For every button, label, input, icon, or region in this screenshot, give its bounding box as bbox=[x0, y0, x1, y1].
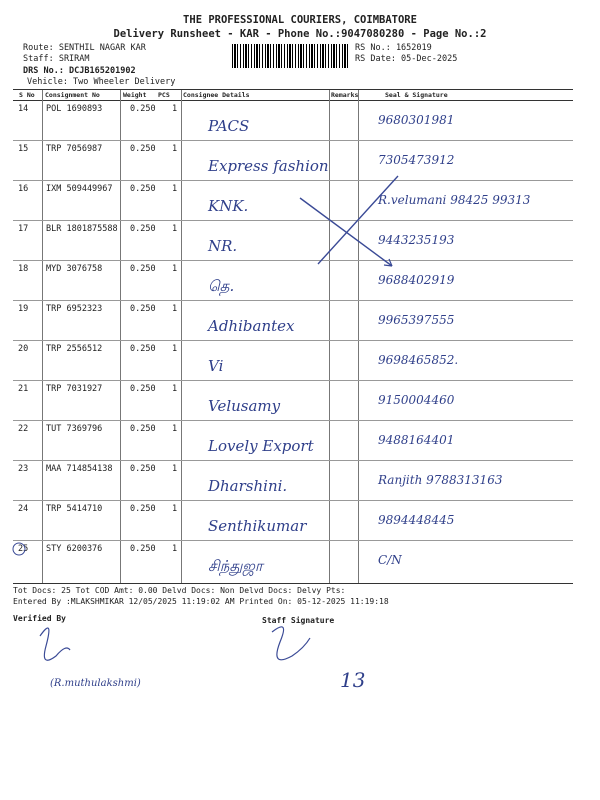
row-consignment-no: TRP 6952323 bbox=[46, 304, 103, 314]
col-header-remarks: Remarks bbox=[331, 91, 359, 99]
rs-date: RS Date: 05-Dec-2025 bbox=[355, 54, 458, 64]
row-consignee-handwritten: Senthikumar bbox=[208, 517, 307, 535]
row-weight: 0.250 bbox=[130, 224, 156, 234]
row-weight: 0.250 bbox=[130, 184, 156, 194]
row-pcs: 1 bbox=[172, 504, 178, 514]
row-consignee-handwritten: சிந்துஜா bbox=[208, 557, 263, 575]
row-sno: 23 bbox=[18, 464, 29, 474]
row-weight: 0.250 bbox=[130, 104, 156, 114]
row-consignee-handwritten: Velusamy bbox=[208, 397, 281, 415]
row-pcs: 1 bbox=[172, 424, 178, 434]
vehicle-label: Vehicle: Two Wheeler Delivery bbox=[27, 77, 176, 87]
row-signature-handwritten: Ranjith 9788313163 bbox=[378, 473, 503, 487]
row-sno: 17 bbox=[18, 224, 29, 234]
row-weight: 0.250 bbox=[130, 344, 156, 354]
staff-signature-label: Staff Signature bbox=[262, 616, 335, 625]
row-weight: 0.250 bbox=[130, 504, 156, 514]
row-consignee-handwritten: Lovely Export bbox=[208, 437, 314, 455]
row-sno: 22 bbox=[18, 424, 29, 434]
row-consignment-no: STY 6200376 bbox=[46, 544, 103, 554]
col-header-weight: Weight bbox=[123, 91, 147, 99]
totals-line: Tot Docs: 25 Tot COD Amt: 0.00 Delvd Docs: Non Delvd Docs: Delvy Pts: bbox=[13, 586, 346, 595]
runsheet-subtitle: Delivery Runsheet - KAR - Phone No.:9047080280 - Page No.:2 bbox=[113, 28, 487, 40]
row-sno: 20 bbox=[18, 344, 29, 354]
company-name: THE PROFESSIONAL COURIERS, COIMBATORE bbox=[183, 14, 417, 26]
row-consignee-handwritten: தெ. bbox=[208, 277, 235, 295]
row-consignment-no: POL 1690893 bbox=[46, 104, 103, 114]
col-header-consignee: Consignee Details bbox=[183, 91, 250, 99]
row-consignment-no: MAA 714854138 bbox=[46, 464, 113, 474]
row-sno: 16 bbox=[18, 184, 29, 194]
row-pcs: 1 bbox=[172, 104, 178, 114]
page-mark: 13 bbox=[340, 668, 366, 692]
row-consignee-handwritten: KNK. bbox=[208, 197, 249, 215]
rs-number: RS No.: 1652019 bbox=[355, 43, 432, 53]
row-pcs: 1 bbox=[172, 464, 178, 474]
row-weight: 0.250 bbox=[130, 144, 156, 154]
row-sno: 19 bbox=[18, 304, 29, 314]
row-weight: 0.250 bbox=[130, 384, 156, 394]
row-signature-handwritten: 9894448445 bbox=[378, 513, 455, 527]
col-header-pcs: PCS bbox=[158, 91, 170, 99]
row-signature-handwritten: C/N bbox=[378, 553, 402, 567]
col-header-signature: Seal & Signature bbox=[385, 91, 448, 99]
row-sno: 15 bbox=[18, 144, 29, 154]
row-sno: 25 bbox=[18, 544, 29, 554]
row-weight: 0.250 bbox=[130, 544, 156, 554]
row-pcs: 1 bbox=[172, 384, 178, 394]
row-sno: 24 bbox=[18, 504, 29, 514]
row-consignee-handwritten: Express fashion bbox=[208, 157, 329, 175]
row-pcs: 1 bbox=[172, 184, 178, 194]
row-signature-handwritten: 9488164401 bbox=[378, 433, 455, 447]
row-consignment-no: TRP 7056987 bbox=[46, 144, 103, 154]
row-signature-handwritten: 9150004460 bbox=[378, 393, 455, 407]
row-sno: 14 bbox=[18, 104, 29, 114]
row-consignment-no: BLR 1801875588 bbox=[46, 224, 118, 234]
row-pcs: 1 bbox=[172, 344, 178, 354]
row-consignee-handwritten: Adhibantex bbox=[208, 317, 295, 335]
row-consignee-handwritten: Dharshini. bbox=[208, 477, 288, 495]
entered-by-line: Entered By :MLAKSHMIKAR 12/05/2025 11:19:02 AM Printed On: 05-12-2025 11:19:18 bbox=[13, 597, 389, 606]
row-consignment-no: MYD 3076758 bbox=[46, 264, 103, 274]
row-consignee-handwritten: NR. bbox=[208, 237, 238, 255]
row-signature-handwritten: 9965397555 bbox=[378, 313, 455, 327]
verified-by-label: Verified By bbox=[13, 614, 66, 623]
row-weight: 0.250 bbox=[130, 264, 156, 274]
route-label: Route: SENTHIL NAGAR KAR bbox=[23, 43, 146, 53]
row-consignment-no: TRP 2556512 bbox=[46, 344, 103, 354]
row-consignment-no: TRP 5414710 bbox=[46, 504, 103, 514]
row-weight: 0.250 bbox=[130, 424, 156, 434]
row-sno: 18 bbox=[18, 264, 29, 274]
row-consignment-no: TUT 7369796 bbox=[46, 424, 103, 434]
row-consignee-handwritten: Vi bbox=[208, 357, 224, 375]
row-weight: 0.250 bbox=[130, 464, 156, 474]
row-signature-handwritten: 9680301981 bbox=[378, 113, 455, 127]
row-signature-handwritten: 9688402919 bbox=[378, 273, 455, 287]
col-header-sno: S No bbox=[19, 91, 35, 99]
row-signature-handwritten: R.velumani 98425 99313 bbox=[378, 193, 531, 207]
row-consignee-handwritten: PACS bbox=[208, 117, 250, 135]
drs-number: DRS No.: DCJB165201902 bbox=[23, 66, 136, 76]
row-signature-handwritten: 7305473912 bbox=[378, 153, 455, 167]
row-signature-handwritten: 9698465852. bbox=[378, 353, 459, 367]
row-consignment-no: TRP 7031927 bbox=[46, 384, 103, 394]
verifier-name: (R.muthulakshmi) bbox=[50, 678, 141, 689]
row-pcs: 1 bbox=[172, 144, 178, 154]
row-weight: 0.250 bbox=[130, 304, 156, 314]
row-pcs: 1 bbox=[172, 304, 178, 314]
row-signature-handwritten: 9443235193 bbox=[378, 233, 455, 247]
row-pcs: 1 bbox=[172, 544, 178, 554]
row-consignment-no: IXM 509449967 bbox=[46, 184, 113, 194]
row-pcs: 1 bbox=[172, 264, 178, 274]
row-sno: 21 bbox=[18, 384, 29, 394]
row-pcs: 1 bbox=[172, 224, 178, 234]
col-header-consignment: Consignment No bbox=[45, 91, 100, 99]
staff-label: Staff: SRIRAM bbox=[23, 54, 90, 64]
